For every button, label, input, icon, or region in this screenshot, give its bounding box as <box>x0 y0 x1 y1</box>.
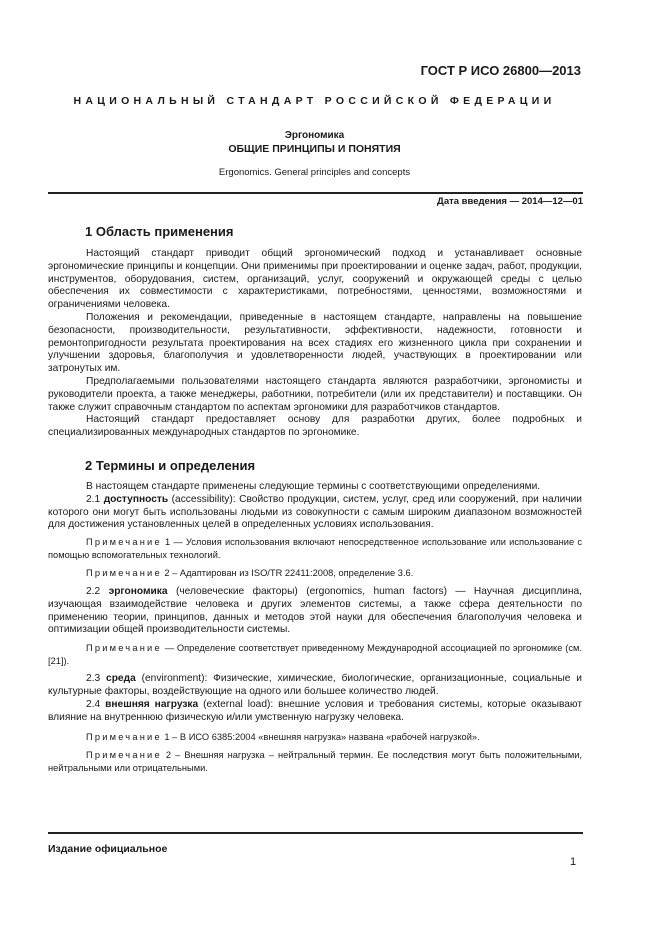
term-name: среда <box>106 673 136 685</box>
note-text: 1 – В ИСО 6385:2004 «внешняя нагрузка» названа «рабочей нагрузкой». <box>164 731 480 742</box>
term-2-3 <box>48 673 582 699</box>
section-1-body <box>48 248 582 440</box>
bottom-divider <box>48 832 583 834</box>
term-2-4 <box>48 699 582 725</box>
section-2-body <box>48 481 582 774</box>
intro-date: Дата введения — 2014—12—01 <box>437 196 583 207</box>
note-text: — Определение соответствует приведенному Международной ассоциацией по эргономике (см.[21]). <box>48 643 582 666</box>
note-label: Примечание <box>86 750 162 761</box>
edition-label: Издание официальное <box>48 843 168 855</box>
term-number: 2.4 <box>86 698 101 710</box>
term-name: эргономика <box>108 585 168 597</box>
note-2-4-1 <box>48 731 582 744</box>
term-definition: (external load): внешние условия и требования системы, которые оказывают влияние на внутреннюю физическую и/или умственную нагрузку человека. <box>48 698 583 723</box>
section-2-heading: 2 Термины и определения <box>85 458 256 473</box>
term-2-2 <box>48 586 582 637</box>
top-divider <box>48 192 583 194</box>
term-definition: (accessibility): Свойство продукции, систем, услуг, сред или сооружений, при наличии которого они могут быть использованы людьми из совокупности с самым широким диапазоном возможностей для достижения установленных целей в определенных условиях использования. <box>48 493 582 531</box>
section-1-paragraph-3: Предполагаемыми пользователями настоящего стандарта являются разработчики, эргономисты и руководители проекта, а также менеджеры, работники, потребители (или их представители) и поставщики. Он также служит справочным стандартом по аспектам эргономики для разработчиков стандартов. <box>48 375 582 413</box>
title-subject: Эргономика <box>284 130 345 141</box>
page-number: 1 <box>570 856 577 868</box>
term-2-1 <box>48 494 582 532</box>
term-name: внешняя нагрузка <box>105 698 199 710</box>
national-standard-banner: НАЦИОНАЛЬНЫЙ СТАНДАРТ РОССИЙСКОЙ ФЕДЕРАЦИИ <box>73 95 556 107</box>
section-1-paragraph-4: Настоящий стандарт предоставляет основу для разработки других, более подробных и специализированных международных стандартов по эргономике. <box>48 414 582 439</box>
note-2-1-1 <box>48 536 582 561</box>
note-label: Примечание <box>86 731 162 742</box>
section-1-paragraph-2: Положения и рекомендации, приведенные в настоящем стандарте, направлены на повышение безопасности, производительности, результативности, эффективности, надежности, готовности и ремонтопригодности результата проектирования на всех стадиях его жизненного цикла при сохранении и улучшении здоровья, благополучия и удовлетворенности людей, участвующих в проектировании или затронутых им. <box>48 311 582 375</box>
note-2-2 <box>48 642 582 667</box>
note-label: Примечание <box>86 568 162 579</box>
term-definition: (человеческие факторы) (ergonomics, human factors) — Научная дисциплина, изучающая взаимодействие человека и других элементов системы, а также сфера деятельности по применению теории, принципов, данных и методов этой науки для обеспечения благополучия человека и оптимизации общей производительности системы. <box>48 585 582 636</box>
title-main: ОБЩИЕ ПРИНЦИПЫ И ПОНЯТИЯ <box>228 143 401 155</box>
section-2-intro: В настоящем стандарте применены следующие термины с соответствующими определениями. <box>86 481 541 492</box>
term-number: 2.3 <box>86 673 101 685</box>
title-block <box>48 130 581 155</box>
section-1-heading: 1 Область применения <box>85 224 234 239</box>
note-2-4-2 <box>48 749 582 774</box>
note-text: 1 — Условия использования включают непосредственное использование или использование с помощью вспомогательных технологий. <box>48 537 582 560</box>
term-definition: (environment): Физические, химические, биологические, организационные, социальные и культурные факторы, воздействующие на одного или большее количество людей. <box>48 673 582 698</box>
note-2-1-2 <box>48 567 582 580</box>
note-text: 2 – Адаптирован из ISO/TR 22411:2008, определение 3.6. <box>164 568 414 579</box>
term-number: 2.1 <box>86 493 101 505</box>
note-label: Примечание <box>86 537 162 548</box>
note-text: 2 – Внешняя нагрузка – нейтральный термин. Ее последствия могут быть положительными, нейтральными или отрицательными. <box>48 750 582 773</box>
term-number: 2.2 <box>86 585 101 597</box>
note-label: Примечание <box>86 643 162 654</box>
document-id: ГОСТ Р ИСО 26800—2013 <box>420 63 581 78</box>
title-english: Ergonomics. General principles and concepts <box>218 167 411 178</box>
term-name: доступность <box>103 493 169 505</box>
section-1-paragraph-1: Настоящий стандарт приводит общий эргономический подход и устанавливает основные эргономические принципы и концепции. Они применимы при проектировании и оценке задач, работ, продукции, инструментов, оборудования, систем, организаций, услуг, сооружений и окружающей среды с целью обеспечения их совместимости с характеристиками, потребностями, ценностями, возможностями и ограничениями человека. <box>48 248 582 311</box>
